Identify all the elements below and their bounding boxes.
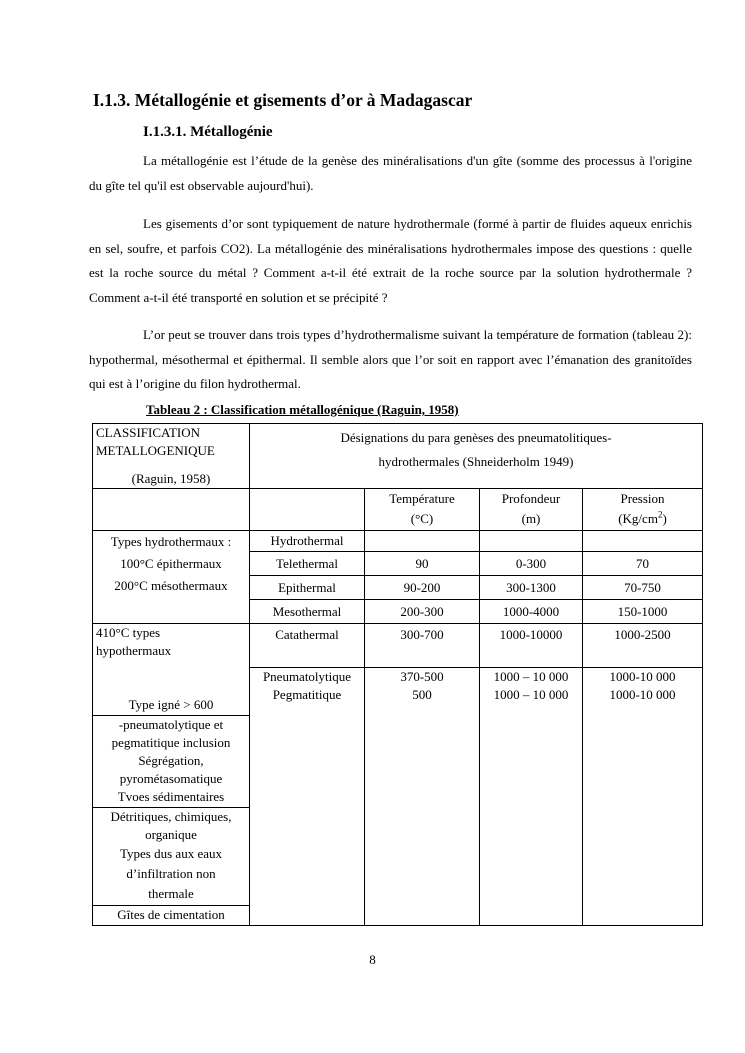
group-pneumatolytic-sedimentary: -pneumatolytique et pegmatitique inclusion Ségrégation, pyrométasomatique Tvoes sédimentaires [93, 715, 250, 807]
paragraph-2: Les gisements d’or sont typiquement de nature hydrothermale (formé à partir de fluides aqueux enrichis en sel, soufre, et parfois CO2). La métallogénie des minéralisations hydrothermales impose des questions : quelle est la roche source du métal ? Comment a-t-il été extrait de la roche source par la solution hydrothermale ? Comment a-t-il été transporté en solution et se précipité ? [89, 216, 692, 305]
header-designations: Désignations du para genèses des pneumatolitiques- hydrothermales (Shneiderholm 1949) [250, 424, 703, 489]
table-row: Telethermal 90 0-300 70 [93, 552, 703, 576]
header-classification: CLASSIFICATION METALLOGENIQUE (Raguin, 1958) [93, 424, 250, 489]
paragraph-3: L’or peut se trouver dans trois types d’hydrothermalisme suivant la température de formation (tableau 2): hypothermal, mésothermal et épithermal. Il semble alors que l’or soit en rapport avec l’émanation des granitoïdes qui est à l’origine du filon hydrothermal. [89, 327, 692, 391]
page-number: 8 [369, 952, 376, 967]
col-temperature: Température (°C) [365, 489, 480, 531]
table-column-header-row [93, 489, 703, 531]
table-row: Mesothermal 200-300 1000-4000 150-1000 [93, 600, 703, 624]
table-header-row [93, 424, 703, 489]
table-caption: Tableau 2 : Classification métallogénique (Raguin, 1958) [146, 402, 459, 417]
subsection-heading: I.1.3.1. Métallogénie [143, 124, 273, 140]
paragraph-1: La métallogénie est l’étude de la genèse des minéralisations d'un gîte (somme des processus à l'origine du gîte tel qu'il est observable aujourd'hui). [89, 153, 692, 193]
table-row: Types hydrothermaux : 100°C épithermaux 200°C mésothermaux Hydrothermal [93, 531, 703, 552]
table-row-pneumatolytique: Pneumatolytique Pegmatitique 370-500 500 1000 – 10 000 1000 – 10 000 1000-10 000 1000-10 000 [93, 668, 703, 715]
table-row: Epithermal 90-200 300-1300 70-750 [93, 576, 703, 600]
group-hypothermal-types: 410°C types hypothermaux Type igné > 600 [93, 624, 250, 715]
table-row: 410°C types hypothermaux Type igné > 600 Catathermal 300-700 1000-10000 1000-2500 [93, 624, 703, 668]
col-profondeur: Profondeur (m) [480, 489, 583, 531]
group-hydrothermal-types: Types hydrothermaux : 100°C épithermaux 200°C mésothermaux [93, 531, 250, 624]
group-cementation: Gîtes de cimentation [93, 905, 250, 925]
section-heading: I.1.3. Métallogénie et gisements d’or à Madagascar [93, 90, 473, 110]
group-detritic-infiltration: Détritiques, chimiques, organique Types dus aux eaux d’infiltration non thermale [93, 807, 250, 905]
col-pression: Pression $(Kg/cm^2)$ [583, 489, 703, 531]
classification-table [92, 423, 703, 926]
